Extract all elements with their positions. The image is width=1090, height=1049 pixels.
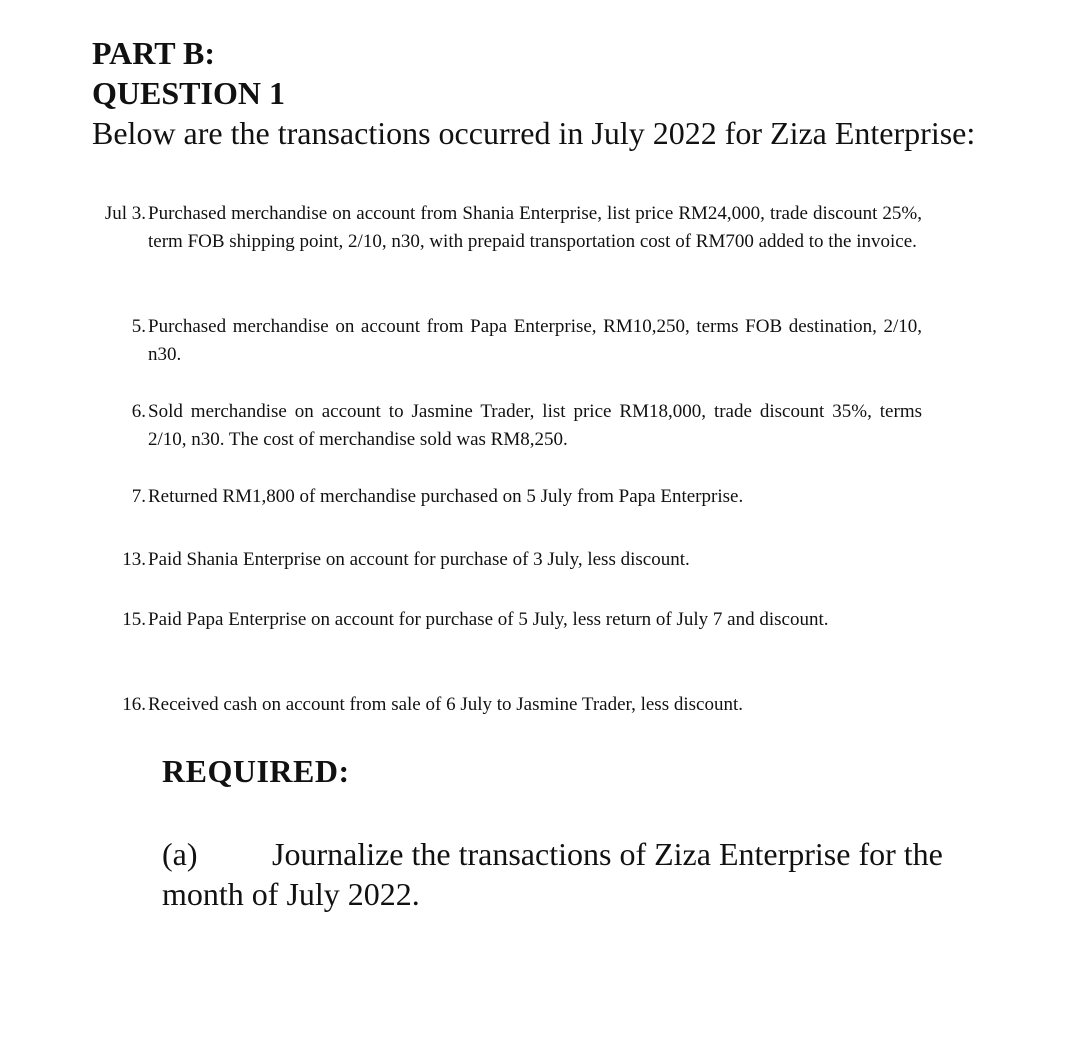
transaction-date: 6.: [131, 401, 146, 422]
transaction-text: Received cash on account from sale of 6 July to Jasmine Trader, less discount.: [148, 694, 743, 715]
part-title: PART B:: [92, 35, 216, 71]
required-item-a: [162, 834, 982, 914]
transaction-date: 5.: [131, 316, 146, 337]
transaction-text: Purchased merchandise on account from Shania Enterprise, list price RM24,000, trade discount 25%, term FOB shipping point, 2/10, n30, with prepaid transportation cost of RM700 added to the invoice.: [148, 203, 922, 252]
transaction-date: 16.: [122, 694, 146, 715]
intro-text: Below are the transactions occurred in July 2022 for Ziza Enterprise:: [92, 115, 976, 151]
transaction-text: Sold merchandise on account to Jasmine Trader, list price RM18,000, trade discount 35%, terms 2/10, n30. The cost of merchandise sold was RM8,250.: [148, 401, 922, 450]
required-item-label: (a): [162, 836, 198, 872]
required-heading: REQUIRED:: [162, 753, 350, 789]
question-title: QUESTION 1: [92, 75, 285, 111]
required-item-text: Journalize the transactions of Ziza Enterprise for the month of July 2022.: [162, 836, 943, 912]
transaction-text: Purchased merchandise on account from Papa Enterprise, RM10,250, terms FOB destination, 2/10, n30.: [148, 316, 922, 365]
transaction-text: Returned RM1,800 of merchandise purchased on 5 July from Papa Enterprise.: [148, 486, 744, 507]
transaction-date: 7.: [131, 486, 146, 507]
transaction-text: Paid Papa Enterprise on account for purchase of 5 July, less return of July 7 and discount.: [148, 609, 829, 630]
transaction-date: 13.: [122, 549, 146, 570]
transaction-date: Jul 3.: [104, 203, 146, 224]
transaction-text: Paid Shania Enterprise on account for purchase of 3 July, less discount.: [148, 549, 690, 570]
transaction-date: 15.: [122, 609, 146, 630]
